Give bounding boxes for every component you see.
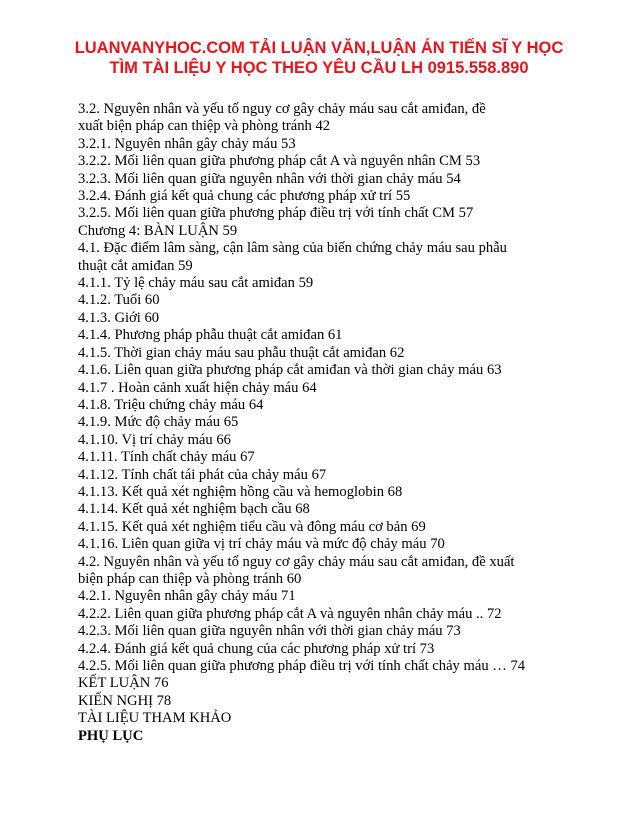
toc-line: 3.2.4. Đánh giá kết quả chung các phương pháp xử trí 55: [78, 188, 411, 205]
toc-line: 4.1.9. Mức độ chảy máu 65: [78, 414, 239, 431]
toc-line: biện pháp can thiệp và phòng tránh 60: [78, 570, 302, 587]
toc-line: 4.1.14. Kết quả xét nghiệm bạch cầu 68: [78, 501, 310, 518]
toc-line: 4.1.4. Phương pháp phẫu thuật cắt amiđan 61: [78, 327, 343, 344]
toc-line: 4.2. Nguyên nhân và yếu tố nguy cơ gây chảy máu sau cắt amiđan, đề xuất: [78, 553, 515, 570]
toc-line: 3.2.5. Mối liên quan giữa phương pháp điều trị với tính chất CM 57: [78, 205, 474, 222]
toc-line: 3.2. Nguyên nhân và yếu tố nguy cơ gây chảy máu sau cắt amiđan, đề: [78, 101, 486, 117]
table-of-contents: [78, 101, 578, 745]
toc-line: 4.1.10. Vị trí chảy máu 66: [78, 431, 231, 448]
header-line-contact: TÌM TÀI LIỆU Y HỌC THEO YÊU CẦU LH 0915.558.890: [109, 59, 529, 77]
toc-recommendation-heading: KIẾN NGHỊ 78: [78, 692, 172, 709]
toc-line: 4.1.8. Triệu chứng chảy máu 64: [78, 396, 264, 413]
toc-line: 4.1.5. Thời gian chảy máu sau phẫu thuật cắt amiđan 62: [78, 344, 405, 361]
toc-line: thuật cắt amiđan 59: [78, 257, 193, 274]
toc-line: 4.1.7 . Hoàn cảnh xuất hiện chảy máu 64: [78, 379, 317, 396]
toc-line: 4.1.16. Liên quan giữa vị trí chảy máu và mức độ chảy máu 70: [78, 536, 445, 553]
toc-conclusion-heading: KẾT LUẬN 76: [78, 675, 169, 692]
toc-line: 4.2.5. Mối liên quan giữa phương pháp điều trị với tính chất chảy máu … 74: [78, 658, 526, 674]
header-line-site: LUANVANYHOC.COM TẢI LUẬN VĂN,LUẬN ÁN TIẾN SĨ Y HỌC: [74, 39, 564, 57]
toc-line: 4.1.11. Tính chất chảy máu 67: [78, 449, 255, 466]
toc-line: 4.1.15. Kết quả xét nghiệm tiểu cầu và đông máu cơ bản 69: [78, 518, 426, 535]
toc-appendix-heading: PHỤ LỤC: [78, 727, 144, 744]
toc-line: 4.1. Đặc điểm lâm sàng, cận lâm sàng của biến chứng chảy máu sau phẫu: [78, 240, 507, 257]
page-header: [0, 38, 638, 78]
toc-line: xuất biện pháp can thiệp và phòng tránh 42: [78, 118, 331, 135]
toc-line: 4.2.3. Mối liên quan giữa nguyên nhân với thời gian chảy máu 73: [78, 623, 461, 640]
toc-references-heading: TÀI LIỆU THAM KHẢO: [78, 710, 232, 727]
toc-line: 3.2.2. Mối liên quan giữa phương pháp cắt A và nguyên nhân CM 53: [78, 153, 481, 170]
toc-line: 3.2.3. Mối liên quan giữa nguyên nhân với thời gian chảy máu 54: [78, 170, 461, 187]
toc-line: 4.1.1. Tỷ lệ chảy máu sau cắt amiđan 59: [78, 275, 314, 292]
toc-line: 4.2.4. Đánh giá kết quả chung của các phương pháp xử trí 73: [78, 640, 435, 657]
toc-line: 4.2.2. Liên quan giữa phương pháp cắt A và nguyên nhân chảy máu .. 72: [78, 605, 502, 622]
toc-line: 3.2.1. Nguyên nhân gây chảy máu 53: [78, 135, 296, 152]
toc-chapter-heading: Chương 4: BÀN LUẬN 59: [78, 222, 238, 239]
toc-line: 4.1.2. Tuổi 60: [78, 292, 160, 309]
toc-line: 4.2.1. Nguyên nhân gây chảy máu 71: [78, 588, 296, 605]
toc-line: 4.1.12. Tính chất tái phát của chảy máu 67: [78, 466, 327, 483]
toc-line: 4.1.13. Kết quả xét nghiệm hồng cầu và hemoglobin 68: [78, 483, 403, 500]
toc-line: 4.1.6. Liên quan giữa phương pháp cắt amiđan và thời gian chảy máu 63: [78, 362, 502, 379]
toc-line: 4.1.3. Giới 60: [78, 309, 160, 326]
